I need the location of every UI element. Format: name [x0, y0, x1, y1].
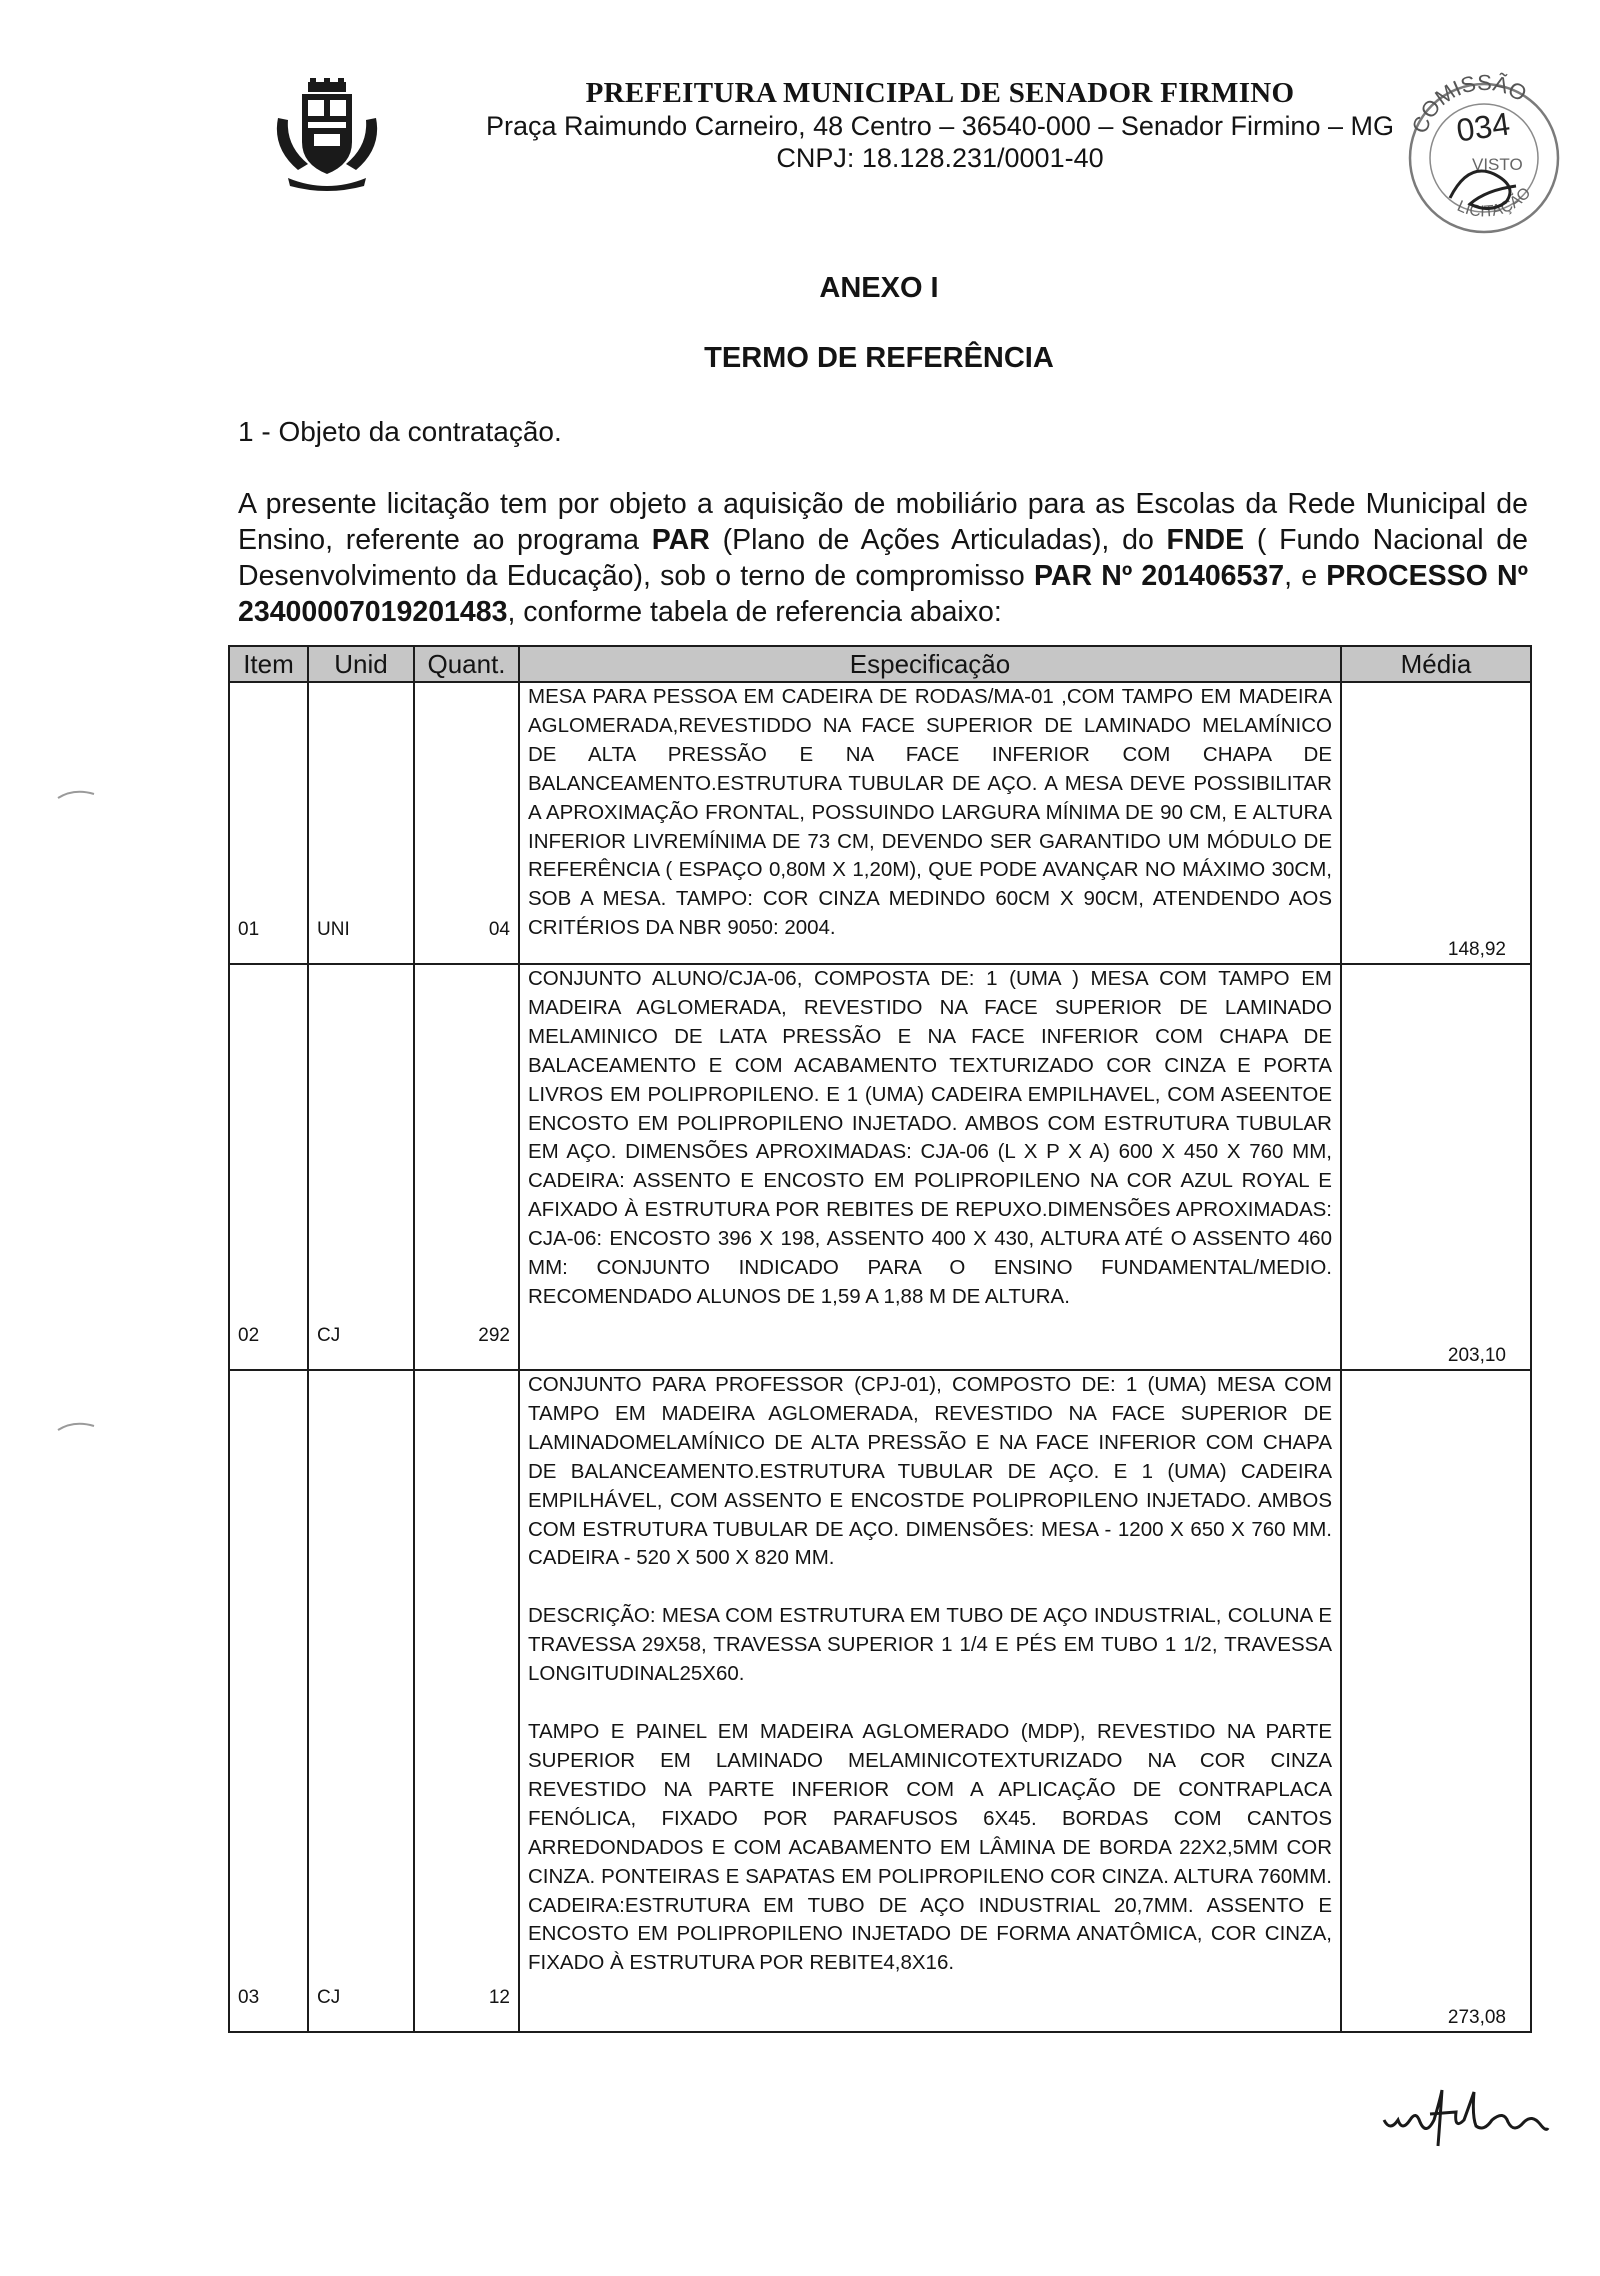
spec-paragraph: DESCRIÇÃO: MESA COM ESTRUTURA EM TUBO DE AÇO INDUSTRIAL, COLUNA E TRAVESSA 29X58, TRAVESSA SUPERIOR 1 1/4 E PÉS EM TUBO 1 1/2, TRAVESSA LONGITUDINAL25X60. — [528, 1604, 1332, 1686]
cell-spec — [519, 1370, 1341, 2032]
letterhead — [440, 76, 1440, 174]
header-spec: Especificação — [519, 646, 1341, 682]
svg-text:034: 034 — [1454, 105, 1513, 149]
cell-quant: 04 — [414, 682, 519, 964]
reference-table — [228, 645, 1532, 2033]
intro-par: PAR — [651, 524, 710, 556]
commission-stamp — [1398, 58, 1568, 238]
organization-name: PREFEITURA MUNICIPAL DE SENADOR FIRMINO — [585, 77, 1295, 109]
intro-text-1: A presente licitação tem por objeto a aquisição de mobiliário para as Escolas da Rede Municipal de Ensino, referente ao programa — [238, 488, 1528, 556]
table-row — [229, 964, 1531, 1370]
table-row — [229, 682, 1531, 964]
margin-mark — [56, 786, 96, 802]
cell-media: 273,08 — [1341, 1370, 1531, 2032]
intro-process-number: PROCESSO Nº 23400007019201483 — [238, 560, 1528, 628]
cell-quant: 292 — [414, 964, 519, 1370]
header-quant: Quant. — [414, 646, 519, 682]
handwritten-signature — [1380, 2080, 1550, 2150]
cell-quant: 12 — [414, 1370, 519, 2032]
cell-item: 01 — [229, 682, 308, 964]
table-row — [229, 1370, 1531, 2032]
cell-media: 203,10 — [1341, 964, 1531, 1370]
intro-text-2: (Plano de Ações Articuladas), do — [709, 524, 1167, 556]
cell-item: 03 — [229, 1370, 308, 2032]
cell-spec — [519, 682, 1341, 964]
spec-paragraph: CONJUNTO PARA PROFESSOR (CPJ-01), COMPOSTO DE: 1 (UMA) MESA COM TAMPO EM MADEIRA AGLOMERADA, REVESTIDO NA FACE SUPERIOR DE LAMINADOMELAMÍNICO DE ALTA PRESSÃO E NA FACE INFERIOR COM CHAPA DE BALANCEAMENTO.ESTRUTURA TUBULAR DE AÇO. E 1 (UMA) CADEIRA EMPILHÁVEL, COM ASSENTO E ENCOSTDE POLIPROPILENO INJETADO. AMBOS COM ESTRUTURA TUBULAR DE AÇO. DIMENSÕES: MESA - 1200 X 650 X 760 MM. CADEIRA - 520 X 500 X 820 MM. — [528, 1373, 1332, 1570]
spec-paragraph: MESA PARA PESSOA EM CADEIRA DE RODAS/MA-01 ,COM TAMPO EM MADEIRA AGLOMERADA,REVESTIDDO NA FACE SUPERIOR DE LAMINADO MELAMÍNICO DE ALTA PRESSÃO E NA FACE INFERIOR COM CHAPA DE BALANCEAMENTO.ESTRUTURA TUBULAR DE AÇO. A MESA DEVE POSSIBILITAR A APROXIMAÇÃO FRONTAL, POSSUINDO LARGURA MÍNIMA DE 90 CM, E ALTURA INFERIOR LIVREMÍNIMA DE 73 CM, DEVENDO SER GARANTIDO UM MÓDULO DE REFERÊNCIA ( ESPAÇO 0,80M X 1,20M), QUE PODE AVANÇAR NO MÁXIMO 30CM, SOB A MESA. TAMPO: COR CINZA MEDINDO 60CM X 90CM, ATENDENDO AOS CRITÉRIOS DA NBR 9050: 2004. — [528, 685, 1332, 940]
municipal-crest-logo — [268, 78, 386, 194]
annex-title: ANEXO I — [819, 272, 939, 304]
cell-unid: UNI — [308, 682, 414, 964]
intro-paragraph — [238, 486, 1528, 630]
document-title: TERMO DE REFERÊNCIA — [704, 342, 1054, 374]
svg-text:LICITAÇÃO: LICITAÇÃO — [1454, 184, 1535, 221]
intro-text-5: , conforme tabela de referencia abaixo: — [507, 596, 1002, 628]
intro-text-4: , e — [1284, 560, 1327, 592]
organization-address: Praça Raimundo Carneiro, 48 Centro – 36540-000 – Senador Firmino – MG — [486, 111, 1394, 141]
intro-par-number: PAR Nº 201406537 — [1033, 560, 1285, 592]
intro-text-3: ( Fundo Nacional de Desenvolvimento da Educação), sob o terno de compromisso — [238, 524, 1528, 592]
header-item: Item — [229, 646, 308, 682]
spec-paragraph: TAMPO E PAINEL EM MADEIRA AGLOMERADO (MDP), REVESTIDO NA PARTE SUPERIOR EM LAMINADO MELAMINICOTEXTURIZADO NA COR CINZA REVESTIDO NA PARTE INFERIOR COM A APLICAÇÃO DE CONTRAPLACA FENÓLICA, FIXADO POR PARAFUSOS 6X45. BORDAS COM CANTOS ARREDONDADOS E COM ACABAMENTO EM LÂMINA DE BORDA 22X2,5MM COR CINZA. PONTEIRAS E SAPATAS EM POLIPROPILENO COR CINZA. ALTURA 760MM. CADEIRA:ESTRUTURA EM TUBO DE AÇO INDUSTRIAL 20,7MM. ASSENTO E ENCOSTO EM POLIPROPILENO INJETADO DE FORMA ANATÔMICA, COR CINZA, FIXADO À ESTRUTURA POR REBITE4,8X16. — [528, 1720, 1332, 1975]
organization-cnpj: CNPJ: 18.128.231/0001-40 — [776, 143, 1104, 173]
cell-media: 148,92 — [1341, 682, 1531, 964]
cell-spec — [519, 964, 1341, 1370]
header-unid: Unid — [308, 646, 414, 682]
cell-unid: CJ — [308, 964, 414, 1370]
cell-item: 02 — [229, 964, 308, 1370]
intro-fnde: FNDE — [1166, 524, 1245, 556]
svg-text:VISTO: VISTO — [1472, 155, 1523, 174]
section-heading: 1 - Objeto da contratação. — [238, 416, 562, 447]
header-media: Média — [1341, 646, 1531, 682]
margin-mark — [56, 1418, 96, 1434]
table-header-row — [229, 646, 1531, 682]
cell-unid: CJ — [308, 1370, 414, 2032]
spec-paragraph: CONJUNTO ALUNO/CJA-06, COMPOSTA DE: 1 (UMA ) MESA COM TAMPO EM MADEIRA AGLOMERADA, REVESTIDO NA FACE SUPERIOR DE LAMINADO MELAMINICO DE LATA PRESSÃO E NA FACE INFERIOR COM CHAPA DE BALACEAMENTO E COM ACABAMENTO TEXTURIZADO COR CINZA E PORTA LIVROS EM POLIPROPILENO. E 1 (UMA) CADEIRA EMPILHAVEL, COM ASEENTOE ENCOSTO EM POLIPROPILENO INJETADO. AMBOS COM ESTRUTURA TUBULAR EM AÇO. DIMENSÕES APROXIMADAS: CJA-06 (L X P X A) 600 X 450 X 760 MM, CADEIRA: ASSENTO E ENCOSTO EM POLIPROPILENO NA COR AZUL ROYAL E AFIXADO À ESTRUTURA POR REBITES DE REPUXO.DIMENSÕES APROXIMADAS: CJA-06: ENCOSTO 396 X 198, ASSENTO 400 X 430, ALTURA ATÉ O ASSENTO 460 MM: CONJUNTO INDICADO PARA O ENSINO FUNDAMENTAL/MEDIO. RECOMENDADO ALUNOS DE 1,59 A 1,88 M DE ALTURA. — [528, 967, 1332, 1308]
svg-text:COMISSÃO: COMISSÃO — [1406, 69, 1532, 137]
